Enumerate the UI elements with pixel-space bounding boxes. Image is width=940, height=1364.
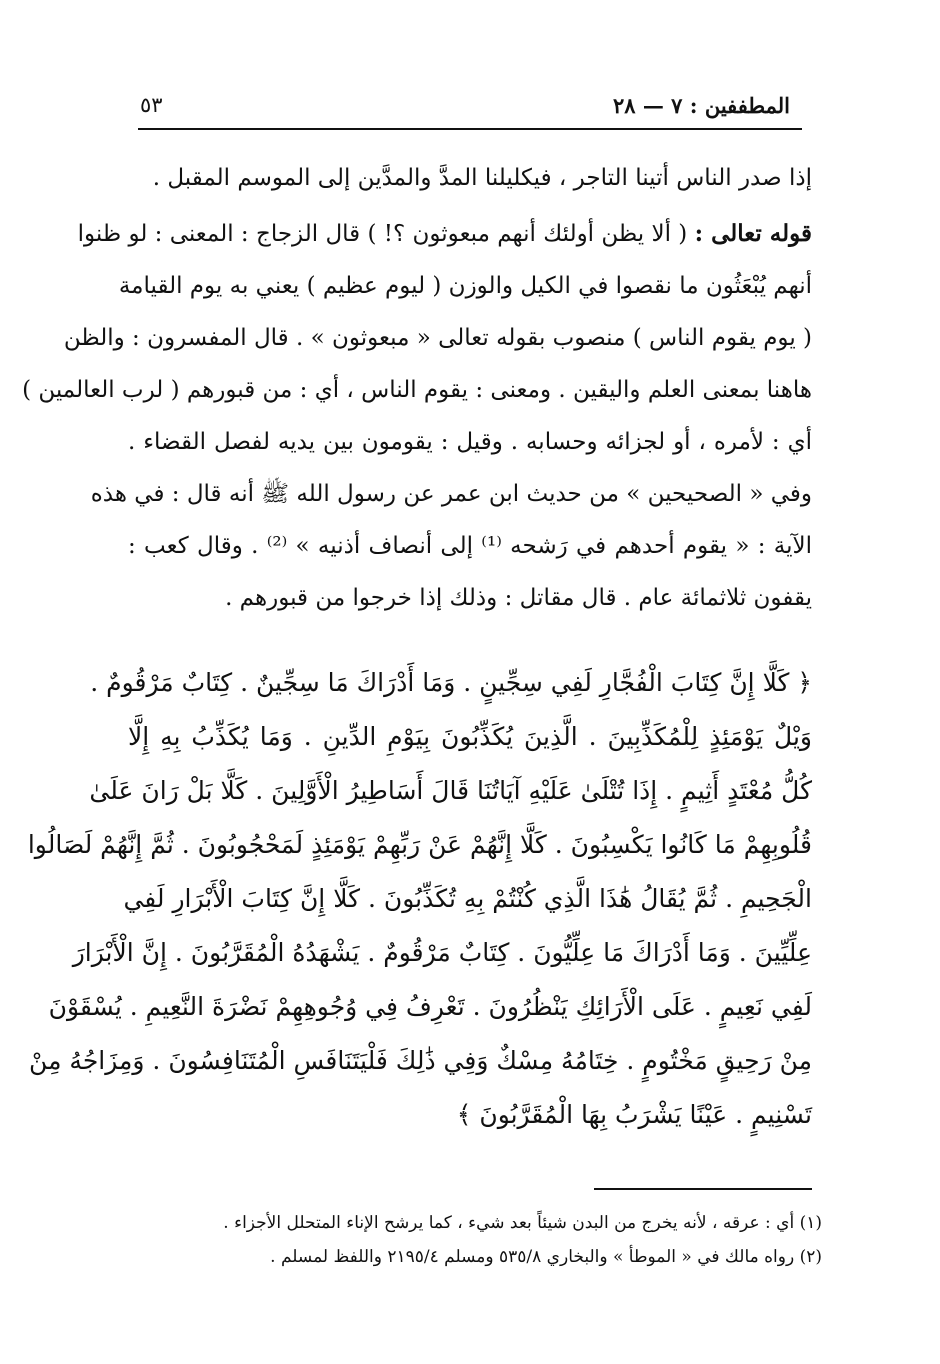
page-number: ٥٣	[140, 93, 163, 117]
verse-line: لَفِي نَعِيمٍ . عَلَى الْأَرَائِكِ يَنْظُرُونَ . تَعْرِفُ فِي وُجُوهِهِمْ نَضْرَةَ النَّعِيمِ . يُسْقَوْنَ	[48, 992, 812, 1021]
footnote-1: (١) أي : عرقه ، لأنه يخرج من البدن شيئاً بعد شيء ، كما يرشح الإناء المتحلل الأجزاء .	[223, 1213, 822, 1233]
quran-verses-block	[27, 656, 812, 1142]
text-line: أنهم يُبْعَثُون ما نقصوا في الكيل والوزن ( ليوم عظيم ) يعني به يوم القيامة	[118, 273, 812, 299]
footnote-2: (٢) رواه مالك في « الموطأ » والبخاري ٥٣٥/٨ ومسلم ٢١٩٥/٤ واللفظ لمسلم .	[270, 1247, 822, 1267]
verse-line: مِنْ رَحِيقٍ مَخْتُومٍ . خِتَامُهُ مِسْكٌ وَفِي ذَٰلِكَ فَلْيَتَنَافَسِ الْمُتَنَافِسُونَ . وَمِزَاجُهُ مِنْ	[29, 1046, 812, 1075]
paragraph-continuation	[128, 152, 812, 204]
text-line	[77, 208, 812, 260]
verse-line: تَسْنِيمٍ . عَيْنًا يَشْرَبُ بِهَا الْمُقَرَّبُونَ ﴾	[456, 1100, 812, 1129]
footnote-divider	[594, 1188, 812, 1190]
header-divider	[138, 128, 802, 130]
text-line: وفي « الصحيحين » من حديث ابن عمر عن رسول الله ﷺ أنه قال : في هذه	[90, 481, 812, 507]
text-line-content: ( ألا يظن أولئك أنهم مبعوثون ؟! ) قال الزجاج : المعنى : لو ظنوا	[77, 221, 688, 247]
commentary-paragraph	[22, 208, 813, 624]
verse-line: كُلُّ مُعْتَدٍ أَثِيمٍ . إِذَا تُتْلَىٰ عَلَيْهِ آيَاتُنَا قَالَ أَسَاطِيرُ الْأَوَّلِينَ . كَلَّا بَلْ رَانَ عَلَىٰ	[89, 776, 812, 805]
footnotes	[120, 1206, 822, 1274]
text-line: إذا صدر الناس أتينا التاجر ، فيكليلنا المدَّ والمدَّين إلى الموسم المقبل .	[152, 165, 812, 191]
verse-line: ﴿ كَلَّا إِنَّ كِتَابَ الْفُجَّارِ لَفِي سِجِّينٍ . وَمَا أَدْرَاكَ مَا سِجِّينٌ . كِتَابٌ مَرْقُومٌ .	[90, 668, 812, 697]
page-header	[140, 88, 790, 122]
verse-line: عِلِّيِّينَ . وَمَا أَدْرَاكَ مَا عِلِّيُّونَ . كِتَابٌ مَرْقُومٌ . يَشْهَدُهُ الْمُقَرَّبُونَ . إِنَّ الْأَبْرَارَ	[72, 938, 812, 967]
verse-line: وَيْلٌ يَوْمَئِذٍ لِلْمُكَذِّبِينَ . الَّذِينَ يُكَذِّبُونَ بِيَوْمِ الدِّينِ . وَمَا يُكَذِّبُ بِهِ إِلَّا	[128, 722, 812, 751]
text-line: هاهنا بمعنى العلم واليقين . ومعنى : يقوم الناس ، أي : من قبورهم ( لرب العالمين )	[22, 377, 812, 403]
verse-lead-label: قوله تعالى :	[694, 220, 812, 247]
text-line: أي : لأمره ، أو لجزائه وحسابه . وقيل : يقومون بين يديه لفصل القضاء .	[128, 429, 812, 455]
verse-line: الْجَحِيمِ . ثُمَّ يُقَالُ هَٰذَا الَّذِي كُنْتُمْ بِهِ تُكَذِّبُونَ . كَلَّا إِنَّ كِتَابَ الْأَبْرَارِ لَفِي	[123, 884, 812, 913]
verse-line: قُلُوبِهِمْ مَا كَانُوا يَكْسِبُونَ . كَلَّا إِنَّهُمْ عَنْ رَبِّهِمْ يَوْمَئِذٍ لَمَحْجُوبُونَ . ثُمَّ إِنَّهُمْ لَصَالُوا	[27, 830, 812, 859]
running-title: المطففين : ٧ — ٢٨	[612, 92, 790, 118]
text-line: الآية : « يقوم أحدهم في رَشحه ⁽¹⁾ إلى أنصاف أذنيه » ⁽²⁾ . وقال كعب :	[128, 533, 813, 559]
text-line: ( يوم يقوم الناس ) منصوب بقوله تعالى « مبعوثون » . قال المفسرون : والظن	[63, 325, 812, 351]
text-line: يقفون ثلاثمائة عام . قال مقاتل : وذلك إذا خرجوا من قبورهم .	[225, 585, 812, 611]
